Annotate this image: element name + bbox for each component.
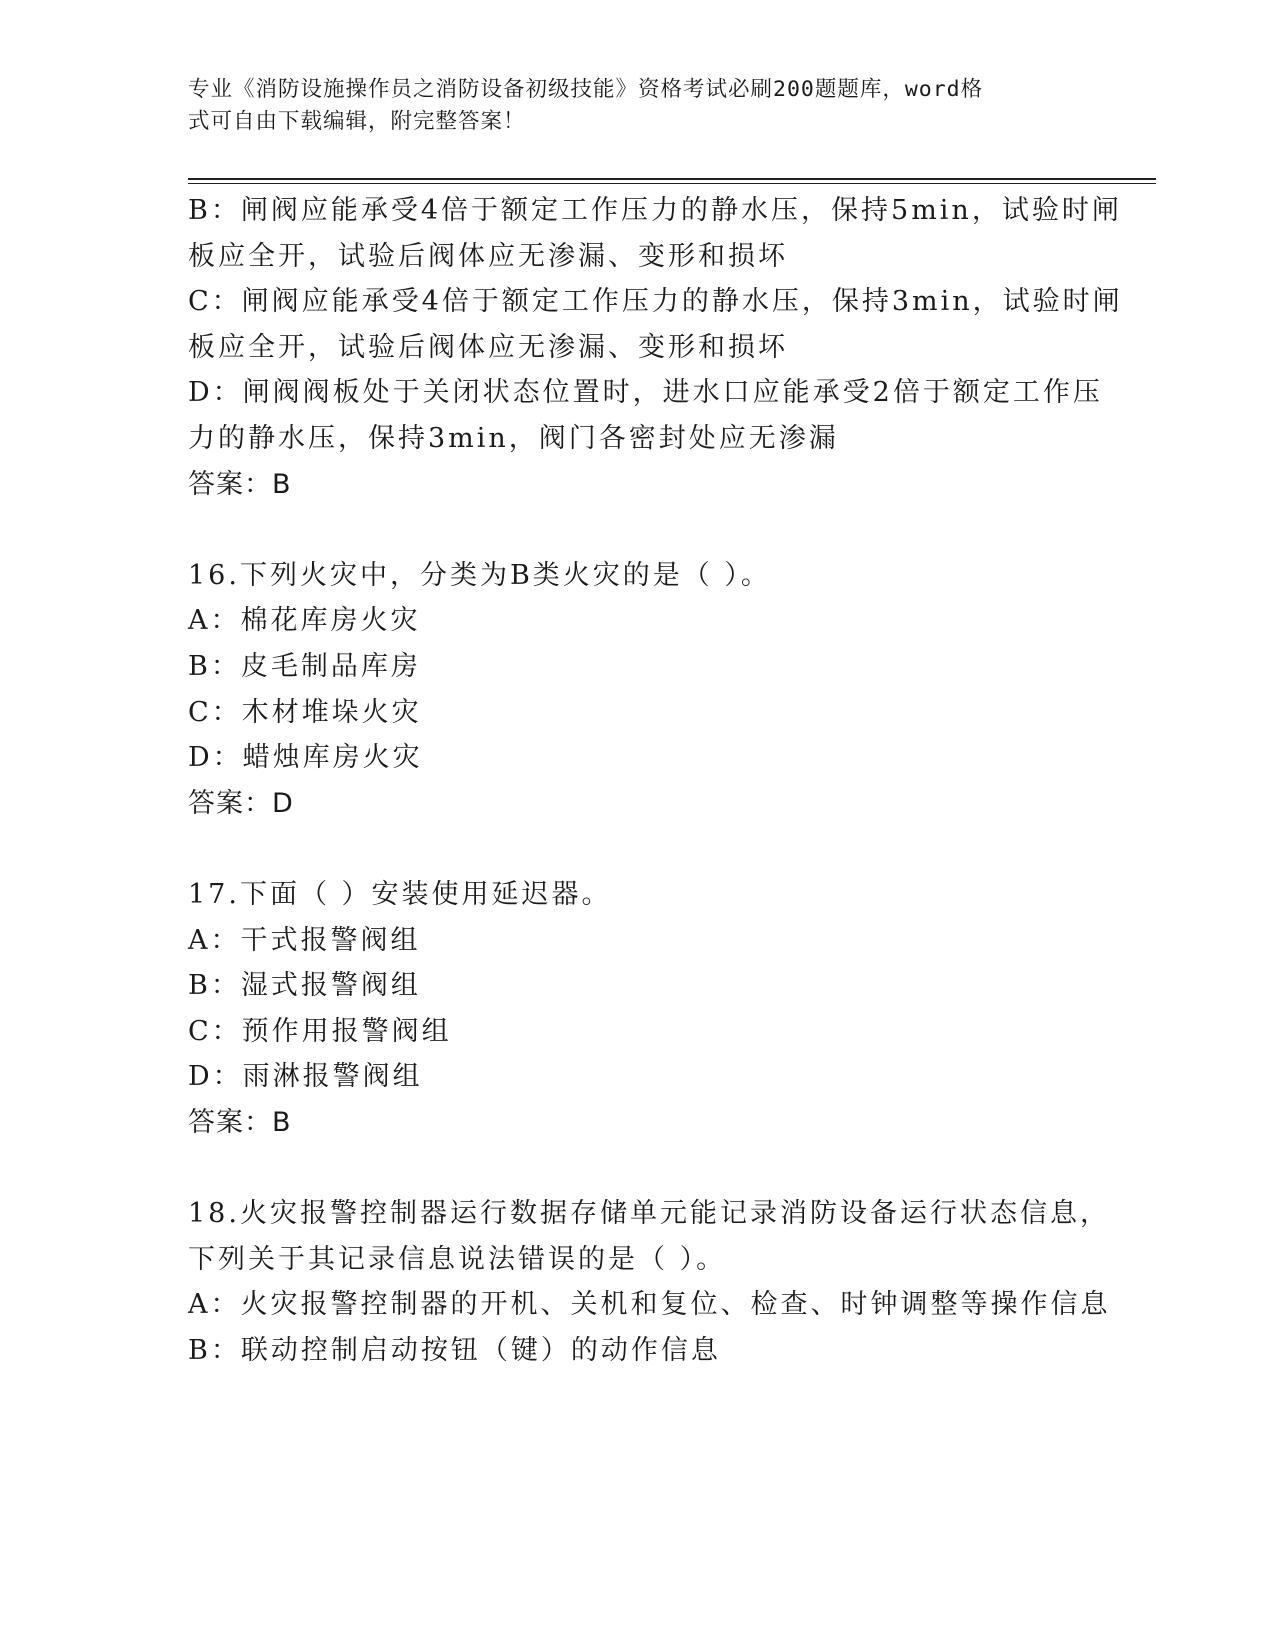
header-line-1: 专业《消防设施操作员之消防设备初级技能》资格考试必刷200题题库，word格 <box>188 77 984 102</box>
q15-option-c-line-2: 板应全开，试验后阀体应无渗漏、变形和损坏 <box>188 331 788 363</box>
q16-option-d: D：蜡烛库房火灾 <box>188 742 423 774</box>
q17-option-a: A：干式报警阀组 <box>188 924 421 956</box>
question-15 <box>188 188 1123 507</box>
spacer <box>188 826 1088 872</box>
q15-option-d-line-1: D：闸阀阀板处于关闭状态位置时，进水口应能承受2倍于额定工作压 <box>188 377 1103 409</box>
q18-stem-line-1: 18.火灾报警控制器运行数据存储单元能记录消防设备运行状态信息， <box>188 1198 1110 1230</box>
header-line-2: 式可自由下载编辑，附完整答案！ <box>188 109 526 134</box>
q18-stem-line-2: 下列关于其记录信息说法错误的是（ ）。 <box>188 1243 727 1275</box>
q17-answer: 答案：B <box>188 1106 292 1138</box>
q17-option-d: D：雨淋报警阀组 <box>188 1061 423 1093</box>
q15-option-b-line-1: B：闸阀应能承受4倍于额定工作压力的静水压，保持5min，试验时闸 <box>188 195 1122 226</box>
question-17 <box>188 872 1088 1146</box>
q17-stem: 17.下面（ ）安装使用延迟器。 <box>188 878 612 910</box>
q16-option-b: B：皮毛制品库房 <box>188 650 421 682</box>
spacer <box>188 1145 1088 1191</box>
q16-option-c: C：木材堆垛火灾 <box>188 696 422 728</box>
q17-option-c: C：预作用报警阀组 <box>188 1015 452 1047</box>
q18-option-a: A：火灾报警控制器的开机、关机和复位、检查、时钟调整等操作信息 <box>188 1289 1111 1321</box>
q16-option-a: A：棉花库房火灾 <box>188 605 421 637</box>
question-content <box>188 188 1123 1373</box>
question-18 <box>188 1191 1111 1373</box>
spacer <box>188 507 1088 553</box>
q18-option-b: B：联动控制启动按钮（键）的动作信息 <box>188 1334 721 1366</box>
q15-option-c-line-1: C：闸阀应能承受4倍于额定工作压力的静水压，保持3min，试验时闸 <box>188 286 1123 318</box>
q16-answer: 答案：D <box>188 787 294 819</box>
q15-answer: 答案：B <box>188 468 292 500</box>
header-divider-thick <box>188 178 1156 180</box>
q16-stem: 16.下列火灾中，分类为B类火灾的是（ ）。 <box>188 559 771 591</box>
document-header <box>188 74 1068 138</box>
q15-option-b-line-2: 板应全开，试验后阀体应无渗漏、变形和损坏 <box>188 240 788 272</box>
question-16 <box>188 553 1088 827</box>
q17-option-b: B：湿式报警阀组 <box>188 970 421 1002</box>
q15-option-d-line-2: 力的静水压，保持3min，阀门各密封处应无渗漏 <box>188 422 839 454</box>
header-divider-thin <box>188 183 1156 184</box>
